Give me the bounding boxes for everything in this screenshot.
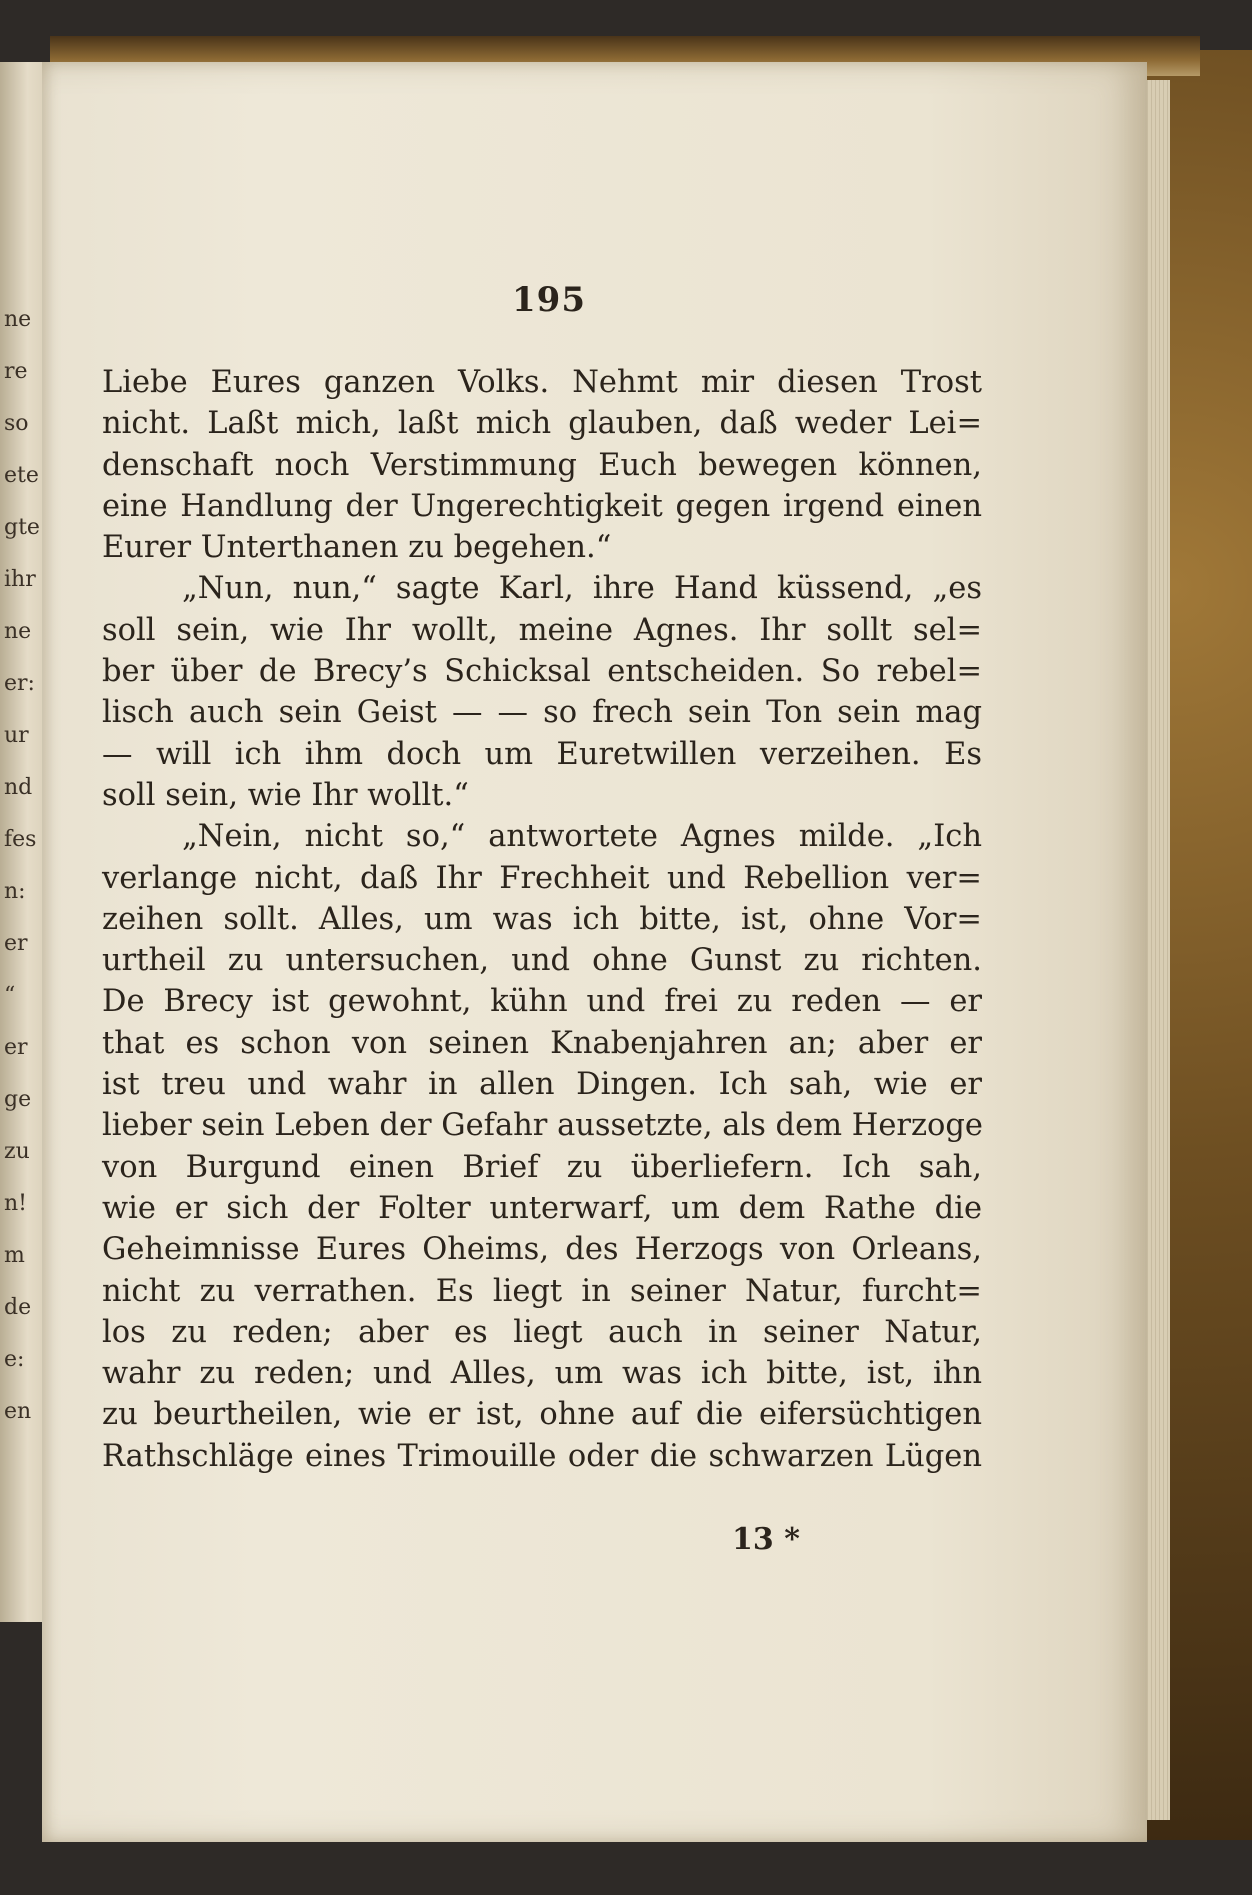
text-line: De Brecy ist gewohnt, kühn und frei zu reden — er bbox=[102, 984, 982, 1020]
left-page-fragment: ne bbox=[4, 307, 32, 332]
page-number: 195 bbox=[512, 280, 586, 320]
body-text bbox=[102, 362, 982, 1477]
text-line: urtheil zu untersuchen, und ohne Gunst zu richten. bbox=[102, 943, 982, 979]
text-line: von Burgund einen Brief zu überliefern. Ich sah, bbox=[102, 1149, 982, 1185]
text-line: zeihen sollt. Alles, um was ich bitte, ist, ohne Vor= bbox=[102, 901, 982, 937]
left-page-fragment: ge bbox=[4, 1087, 32, 1112]
signature-mark: 13 * bbox=[732, 1522, 800, 1557]
left-page-fragment: ihr bbox=[4, 567, 36, 592]
left-page-fragment: so bbox=[4, 411, 29, 436]
text-line: „Nein, nicht so,“ antwortete Agnes milde. „Ich bbox=[182, 819, 982, 855]
left-page-fragment: e: bbox=[4, 1347, 25, 1372]
text-line: that es schon von seinen Knabenjahren an; aber er bbox=[102, 1025, 982, 1061]
text-line: soll sein, wie Ihr wollt.“ bbox=[102, 777, 469, 813]
text-line: zu beurtheilen, wie er ist, ohne auf die eifersüchtigen bbox=[102, 1397, 982, 1433]
left-page-fragment: zu bbox=[4, 1139, 30, 1164]
left-page-fragment: er bbox=[4, 931, 28, 956]
text-line: wahr zu reden; und Alles, um was ich bitte, ist, ihn bbox=[102, 1356, 982, 1392]
text-line: Rathschläge eines Trimouille oder die schwarzen Lügen bbox=[102, 1438, 982, 1474]
text-line: eine Handlung der Ungerechtigkeit gegen irgend einen bbox=[102, 488, 982, 524]
text-line: denschaft noch Verstimmung Euch bewegen können, bbox=[102, 447, 982, 483]
left-page-fragment: de bbox=[4, 1295, 32, 1320]
text-line: soll sein, wie Ihr wollt, meine Agnes. Ihr sollt sel= bbox=[102, 612, 982, 648]
book-page bbox=[42, 62, 1147, 1842]
left-page-fragment: ur bbox=[4, 723, 29, 748]
left-page-fragment: er: bbox=[4, 671, 35, 696]
text-line: — will ich ihm doch um Euretwillen verzeihen. Es bbox=[102, 736, 982, 772]
left-page-fragment: n: bbox=[4, 879, 26, 904]
left-page-fragment: en bbox=[4, 1399, 32, 1424]
text-line: „Nun, nun,“ sagte Karl, ihre Hand küssend, „es bbox=[182, 571, 982, 607]
text-line: lisch auch sein Geist — — so frech sein Ton sein mag bbox=[102, 695, 982, 731]
text-line: verlange nicht, daß Ihr Frechheit und Rebellion ver= bbox=[102, 860, 982, 896]
left-page-fragment: nd bbox=[4, 775, 33, 800]
left-page-fragment: ete bbox=[4, 463, 39, 488]
text-line: Geheimnisse Eures Oheims, des Herzogs von Orleans, bbox=[102, 1232, 982, 1268]
text-line: Liebe Eures ganzen Volks. Nehmt mir diesen Trost bbox=[102, 365, 982, 400]
text-line: ist treu und wahr in allen Dingen. Ich sah, wie er bbox=[102, 1067, 982, 1103]
text-line: lieber sein Leben der Gefahr aussetzte, als dem Herzoge bbox=[102, 1108, 983, 1144]
left-page-fragment: n! bbox=[4, 1191, 28, 1216]
left-page-fragment: “ bbox=[4, 983, 16, 1008]
text-line: ber über de Brecy’s Schicksal entscheiden. So rebel= bbox=[102, 654, 982, 690]
text-line: nicht. Laßt mich, laßt mich glauben, daß weder Lei= bbox=[102, 406, 982, 442]
text-line: wie er sich der Folter unterwarf, um dem Rathe die bbox=[102, 1190, 982, 1226]
left-page-fragment: re bbox=[4, 359, 28, 384]
text-line: nicht zu verrathen. Es liegt in seiner Natur, furcht= bbox=[102, 1273, 982, 1309]
text-line: Eurer Unterthanen zu begehen.“ bbox=[102, 530, 612, 566]
left-page-fragment: ne bbox=[4, 619, 32, 644]
left-page-fragment: er bbox=[4, 1035, 28, 1060]
left-page-fragment: m bbox=[4, 1243, 25, 1268]
left-page-fragment: gte bbox=[4, 515, 40, 540]
text-line: los zu reden; aber es liegt auch in seiner Natur, bbox=[102, 1314, 982, 1350]
left-page-fragment: fes bbox=[4, 827, 37, 852]
